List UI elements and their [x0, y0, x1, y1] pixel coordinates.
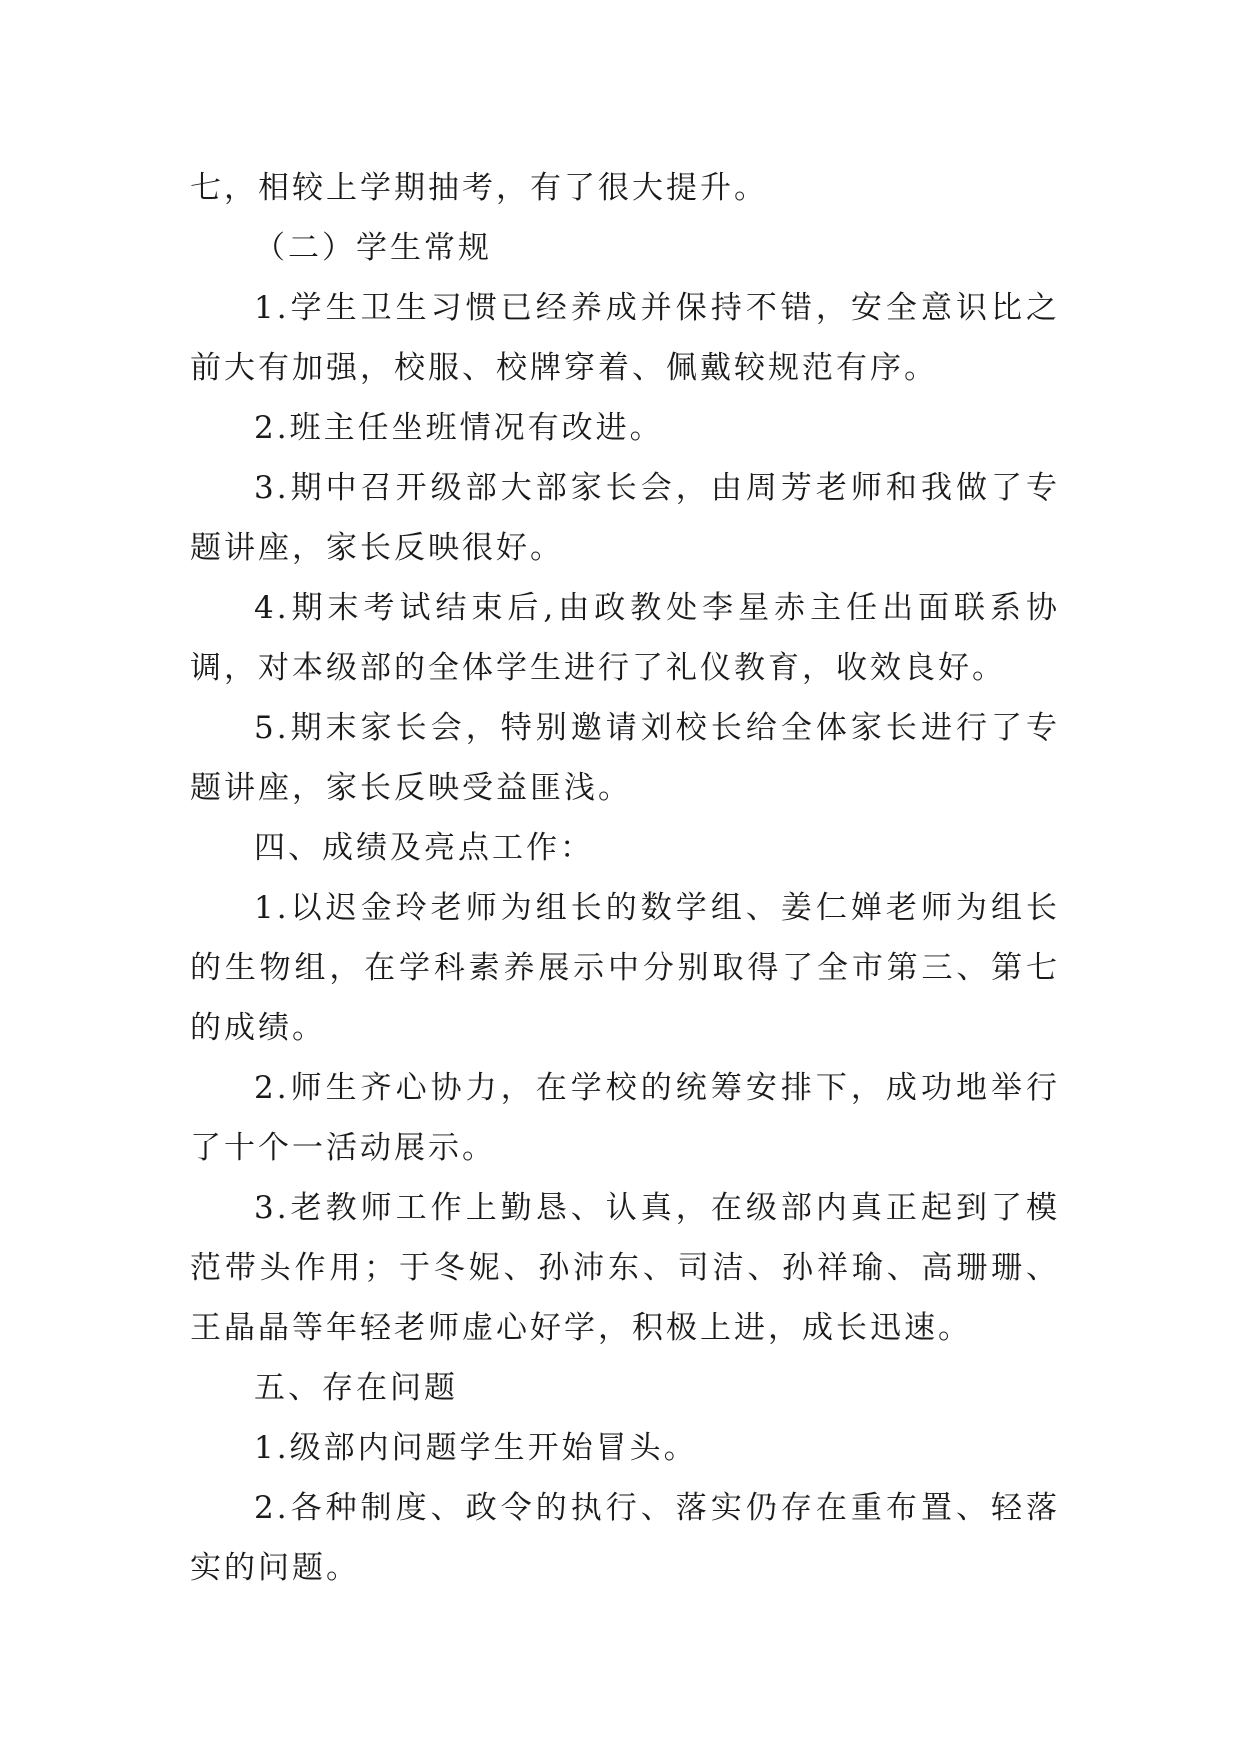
paragraph: 5.期末家长会，特别邀请刘校长给全体家长进行了专题讲座，家长反映受益匪浅。	[190, 710, 1060, 806]
section-heading-student-routine: （二）学生常规	[254, 230, 492, 266]
paragraph: 1.学生卫生习惯已经养成并保持不错，安全意识比之前大有加强，校服、校牌穿着、佩戴较规范有序。	[190, 290, 1060, 386]
paragraph: 1.以迟金玲老师为组长的数学组、姜仁婵老师为组长的生物组，在学科素养展示中分别取得了全市第三、第七的成绩。	[190, 890, 1060, 1046]
paragraph-continuation: 七，相较上学期抽考，有了很大提升。	[190, 170, 768, 206]
paragraph: 2.各种制度、政令的执行、落实仍存在重布置、轻落实的问题。	[190, 1490, 1060, 1586]
paragraph: 3.期中召开级部大部家长会，由周芳老师和我做了专题讲座，家长反映很好。	[190, 470, 1060, 566]
section-heading-problems: 五、存在问题	[254, 1370, 458, 1406]
paragraph: 2.班主任坐班情况有改进。	[254, 410, 664, 446]
document-body	[190, 158, 1060, 1598]
paragraph: 1.级部内问题学生开始冒头。	[254, 1430, 698, 1466]
section-heading-achievements: 四、成绩及亮点工作：	[254, 830, 594, 866]
paragraph: 4.期末考试结束后,由政教处李星赤主任出面联系协调，对本级部的全体学生进行了礼仪教育，收效良好。	[190, 590, 1060, 686]
paragraph: 2.师生齐心协力，在学校的统筹安排下，成功地举行了十个一活动展示。	[190, 1070, 1060, 1166]
paragraph: 3.老教师工作上勤恳、认真，在级部内真正起到了模范带头作用；于冬妮、孙沛东、司洁、孙祥瑜、高珊珊、王晶晶等年轻老师虚心好学，积极上进，成长迅速。	[190, 1190, 1060, 1346]
